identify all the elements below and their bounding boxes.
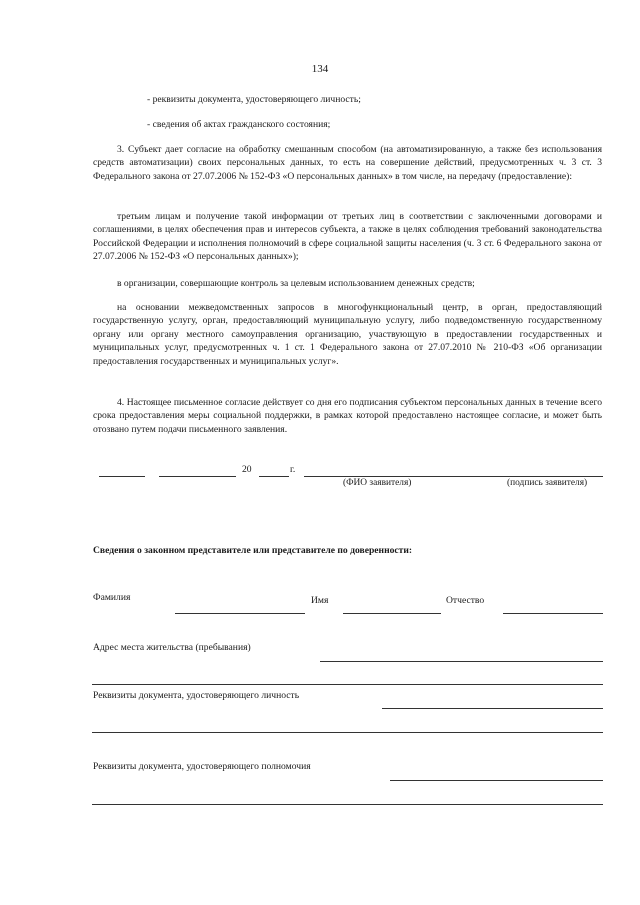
month-field-line[interactable] bbox=[159, 476, 236, 477]
year-suffix: г. bbox=[290, 464, 296, 475]
paragraph-4-validity: 4. Настоящее письменное согласие действует со дня его подписания субъектом персональных данных в течение всего срока предоставления меры социальной поддержки, в рамках которой предоставлено настоящее согласие, и может быть отозвано путем подачи письменного заявления. bbox=[93, 397, 602, 435]
address-label: Адрес места жительства (пребывания) bbox=[93, 642, 251, 653]
address-field-line-2[interactable] bbox=[92, 684, 603, 685]
paragraph-3-consent: 3. Субъект дает согласие на обработку смешанным способом (на автоматизированную, а также без использования средств автоматизации) своих персональных данных, то есть на совершение действий, предусмотренных ч. 3 ст. 3 Федерального закона от 27.07.2006 № 152-ФЗ «О персональных данных» в том числе, на передачу (предоставление): bbox=[93, 144, 602, 182]
authority-document-label: Реквизиты документа, удостоверяющего полномочия bbox=[93, 761, 311, 772]
year-prefix: 20 bbox=[242, 464, 252, 475]
fio-caption: (ФИО заявителя) bbox=[343, 478, 412, 488]
paragraph-control-organizations: в организации, совершающие контроль за целевым использованием денежных средств; bbox=[117, 278, 475, 289]
page-number: 134 bbox=[311, 63, 329, 75]
surname-label: Фамилия bbox=[93, 592, 131, 603]
paragraph-interagency-requests: на основании межведомственных запросов в многофункциональный центр, в орган, предоставляющий государственную услугу, орган, предоставляющий муниципальную услугу, либо подведомственную государственному органу или органу местного самоуправления организацию, участвующую в предоставлении государственных и муниципальных услуг, предусмотренных ч. 1 ст. 1 Федерального закона от 27.07.2010 № 210-ФЗ «Об организации предоставления государственных и муниципальных услуг». bbox=[93, 302, 602, 367]
surname-field-line[interactable] bbox=[175, 613, 305, 614]
year-field-line[interactable] bbox=[259, 476, 289, 477]
representative-heading: Сведения о законном представителе или представителе по доверенности: bbox=[93, 545, 413, 556]
address-field-line[interactable] bbox=[320, 661, 603, 662]
authority-document-field-line-2[interactable] bbox=[92, 804, 603, 805]
identity-document-label: Реквизиты документа, удостоверяющего личность bbox=[93, 690, 300, 701]
list-item-identity-document: - реквизиты документа, удостоверяющего личность; bbox=[147, 94, 361, 105]
list-item-civil-status-records: - сведения об актах гражданского состояния; bbox=[147, 119, 331, 130]
patronymic-field-line[interactable] bbox=[503, 613, 603, 614]
name-label: Имя bbox=[311, 595, 329, 606]
identity-document-field-line-2[interactable] bbox=[92, 732, 603, 733]
day-field-line[interactable] bbox=[99, 476, 145, 477]
authority-document-field-line[interactable] bbox=[390, 780, 603, 781]
paragraph-third-parties: третьим лицам и получение такой информации от третьих лиц в соответствии с заключенными договорами и соглашениями, в целях обеспечения прав и интересов субъекта, а также в целях соблюдения требований законодательства Российской Федерации и исполнения полномочий в сфере социальной защиты населения (ч. 3 ст. 6 Федерального закона от 27.07.2006 № 152-ФЗ «О персональных данных»); bbox=[93, 211, 602, 263]
signature-caption: (подпись заявителя) bbox=[507, 478, 588, 488]
identity-document-field-line[interactable] bbox=[382, 708, 603, 709]
patronymic-label: Отчество bbox=[446, 595, 485, 606]
name-field-line[interactable] bbox=[343, 613, 441, 614]
